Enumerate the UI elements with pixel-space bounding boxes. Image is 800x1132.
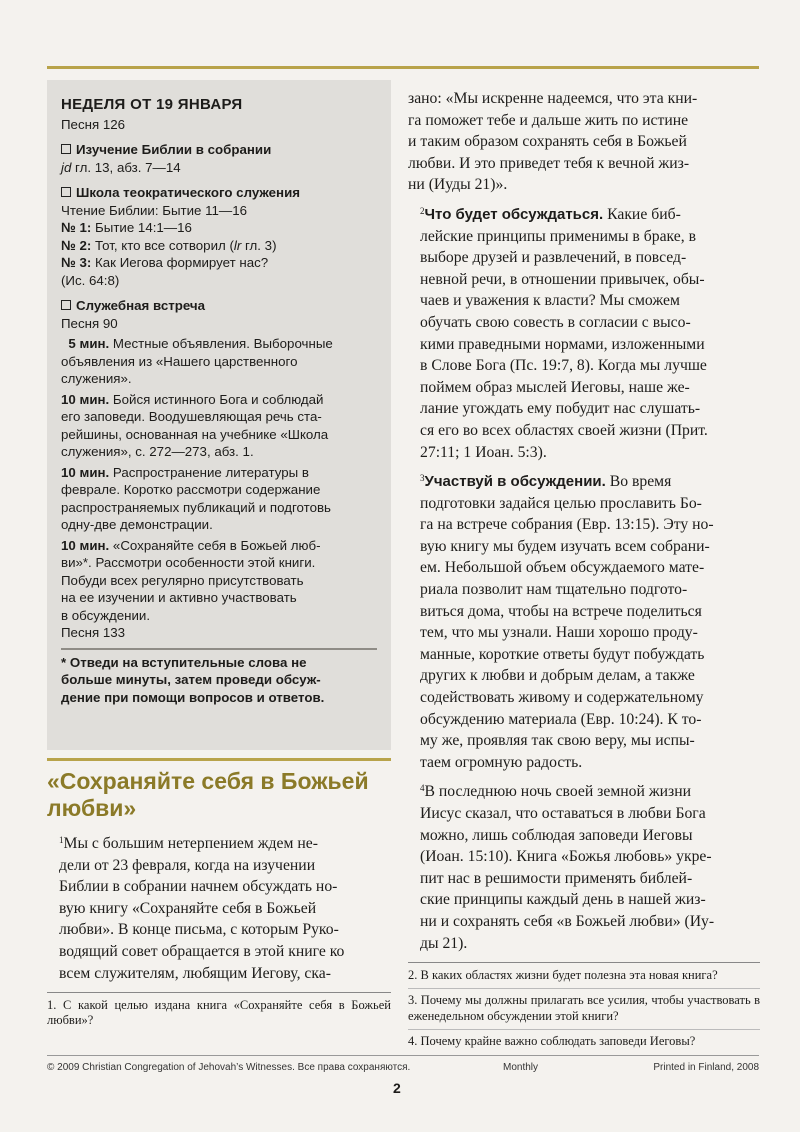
song-open: Песня 126 (61, 116, 126, 132)
sm-item-1: 5 мин. Местные объявления. Выборочные объявления из «Нашего царственного служения». (61, 336, 333, 386)
sm-item-3: 10 мин. Распространение литературы в феврале. Коротко рассмотри содержание распространяемых публикаций и подготовь одну-две демонстрации. (61, 464, 331, 532)
question-2: 2. В каких областях жизни будет полезна эта новая книга? (408, 968, 718, 983)
article-title: «Сохраняйте себя в Божьей любви» (47, 768, 369, 821)
question-rule (408, 962, 760, 963)
question-1: 1. С какой целью издана книга «Сохраняйте себя в Божьей любви»? (47, 998, 391, 1028)
cbs-reference: jd гл. 13, абз. 7—14 (61, 159, 181, 175)
sm-item-4: 10 мин. «Сохраняйте себя в Божьей люб- ви»*. Рассмотри особенности этой книги. Побуди всех регулярно присутствовать на ее изучении и активно участвовать в обсуждении. (61, 537, 321, 623)
paragraph-1: $^1$Мы с большим нетерпением ждем не- дели от 23 февраля, когда на изучении Библии в собрании начнем обсуждать но- вую книгу «Сохраняйте себя в Божьей любви». В конце письма, с которым Руко- водящий совет обращается в этой книге ко всем служителям, любящим Иегову, ска- (59, 835, 345, 982)
subheading-3: Участвуй в обсуждении. (424, 473, 606, 491)
cbs-heading: Изучение Библии в собрании (61, 141, 377, 159)
article-title-rule (47, 758, 391, 761)
tms-no2: № 2: Тот, кто все сотворил (lr гл. 3) (61, 237, 277, 253)
tms-no1: № 1: Бытие 14:1—16 (61, 220, 192, 235)
footnote-note: * Отведи на вступительные слова не больше минуты, затем проведи обсуж- дение при помощи вопросов и ответов. (61, 648, 377, 707)
service-meeting-heading: Служебная встреча (61, 297, 377, 315)
tms-no3-ref: (Ис. 64:8) (61, 272, 120, 288)
paragraph-1-continued: зано: «Мы искренне надеемся, что эта кни- га поможет тебе и дальше жить по истине и таким образом сохранять себя в Божьей любви. И это приведет тебя к вечной жиз- ни (Иуды 21)». (408, 90, 698, 194)
page-number: 2 (393, 1080, 401, 1096)
song-close: Песня 133 (61, 625, 126, 640)
page-footer (47, 1055, 759, 1073)
meeting-schedule-box (47, 80, 391, 750)
printed-text: Printed in Finland, 2008 (653, 1062, 759, 1073)
paragraph-2: $^2$Что будет обсуждаться. Какие биб- лейские принципы применимы в браке, в выборе друзей и развлечений, в повсед- невной речи, в отношении привычек, обы- чаев и уважения к власти? Мы сможем обучать свою совесть в согласии с высо- кими праведными нормами, изложенными в Слове Бога (Пс. 19:7, 8). Когда мы лучше поймем образ мыслей Иеговы, наше же- лание угождать ему побудит нас слушать- ся его во всех областях своей жизни (Прит. 27:11; 1 Иоан. 5:3). (420, 205, 708, 461)
checkbox-icon (61, 300, 71, 310)
frequency-text: Monthly (503, 1062, 539, 1073)
left-column (47, 833, 391, 1033)
question-3: 3. Почему мы должны прилагать все усилия, чтобы участвовать в еженедельном обсуждении этой книги? (408, 988, 760, 1023)
song-mid: Песня 90 (61, 315, 118, 331)
sm-item-2: 10 мин. Бойся истинного Бога и соблюдай его заповеди. Воодушевляющая речь ста- рейшины, основанная на учебнике «Школа служения», с. 272—273, абз. 1. (61, 391, 329, 459)
question-rule (47, 992, 391, 993)
question-4: 4. Почему крайне важно соблюдать заповеди Иеговы? (408, 1029, 760, 1049)
paragraph-3: $^3$Участвуй в обсуждении. Во время подготовки задайся целью прославить Бо- га на встрече собрания (Евр. 13:15). Эту но- вую книгу мы будем изучать всем собрани- ем. Небольшой объем обсуждаемого мате- риала позволит нам тщательно подгото- виться дома, чтобы на встрече поделиться тем, что мы узнали. Наши хорошо проду- манные, короткие ответы будут побуждать других к любви и добрым делам, а также содействовать живому и содержательному обсуждению материала (Евр. 10:24). К то- му же, проявляя так свою веру, мы испы- таем огромную радость. (420, 473, 714, 771)
tms-heading: Школа теократического служения (61, 184, 377, 202)
paragraph-4: $^4$В последнюю ночь своей земной жизни Иисус сказал, что оставаться в любви Бога можно, лишь соблюдая заповеди Иеговы (Иоан. 15:10). Книга «Божья любовь» укре- пит нас в решимости применять библей- ские принципы каждый день в нашей жиз- ни и сохранять себя «в Божьей любви» (Иу- ды 21). (420, 783, 715, 952)
right-column (408, 88, 760, 1053)
copyright-text: © 2009 Christian Congregation of Jehovah’s Witnesses. Все права сохраняются. (47, 1062, 411, 1073)
tms-no3: № 3: Как Иегова формирует нас? (61, 255, 269, 270)
checkbox-icon (61, 187, 71, 197)
tms-reading: Чтение Библии: Бытие 11—16 (61, 202, 248, 218)
week-heading: НЕДЕЛЯ ОТ 19 ЯНВАРЯ (61, 96, 243, 113)
subheading-2: Что будет обсуждаться. (424, 205, 604, 223)
top-rule (47, 66, 759, 69)
checkbox-icon (61, 144, 71, 154)
